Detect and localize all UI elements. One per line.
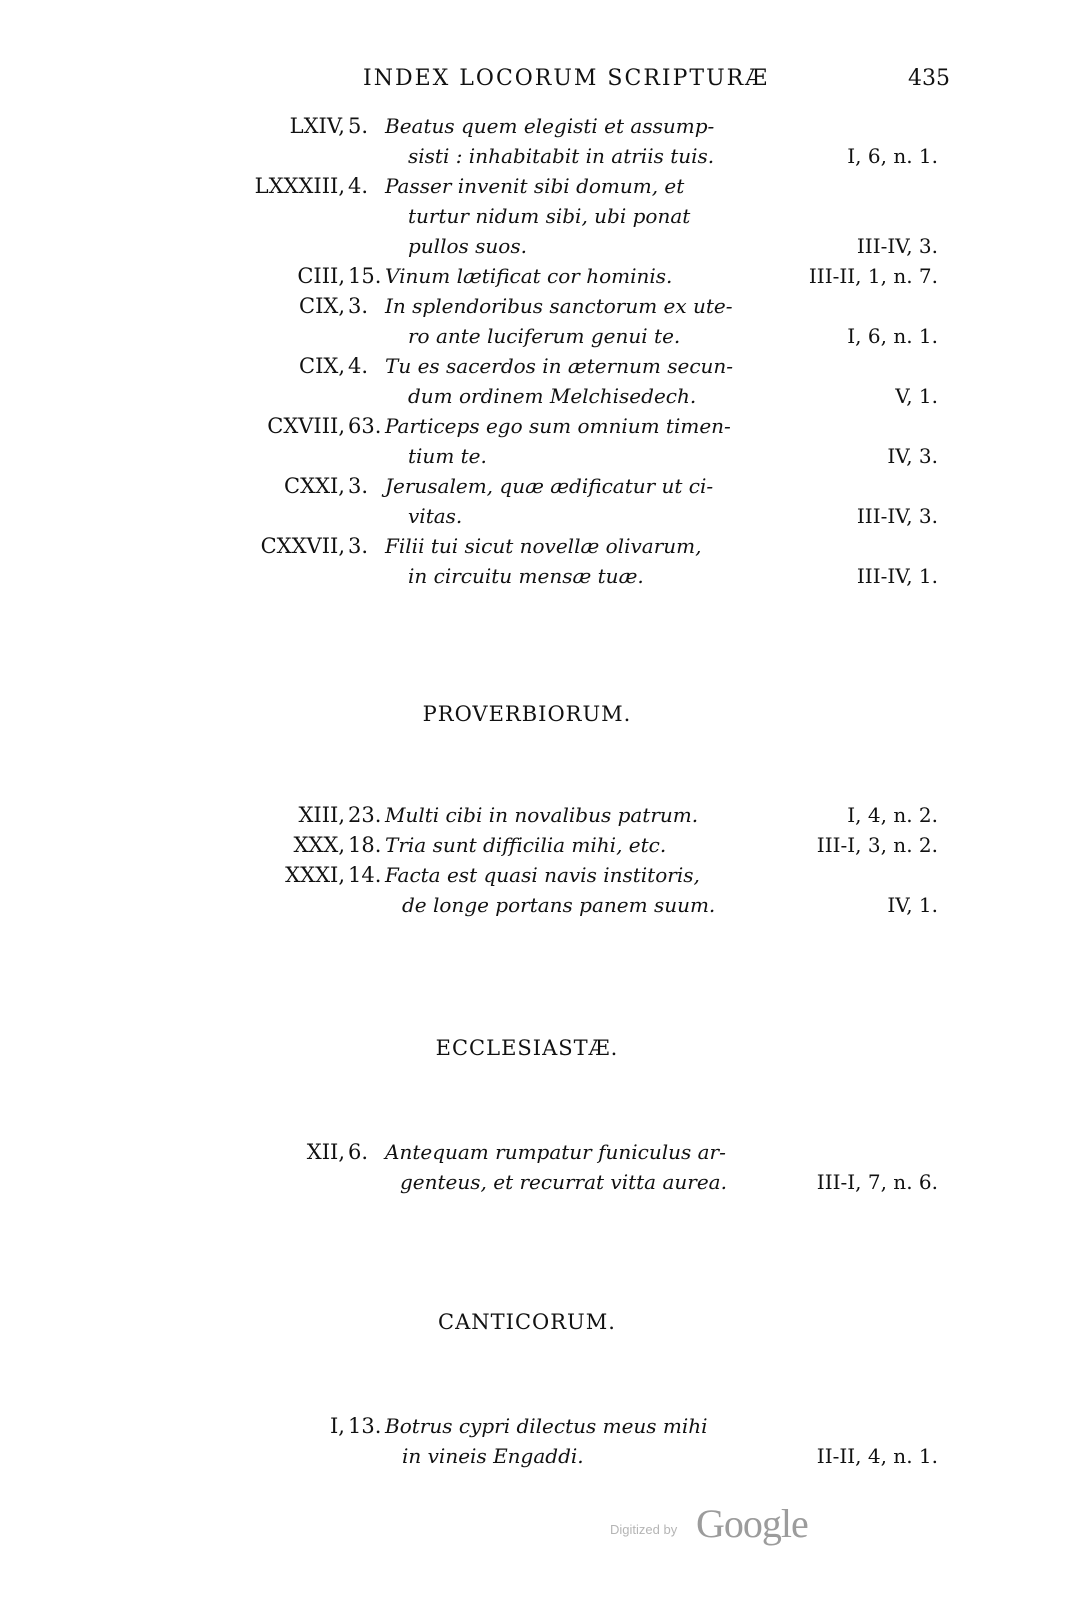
- chapter-ref: CIX,: [299, 294, 345, 318]
- quote-line: dum ordinem Melchisedech.: [408, 384, 697, 408]
- verse-number: 23.: [348, 803, 382, 827]
- digitized-by-label: Digitized by: [610, 1522, 678, 1537]
- chapter-ref: CIII,: [297, 264, 345, 288]
- location-ref: III-IV, 1.: [856, 564, 938, 588]
- verse-number: 15.: [348, 264, 382, 288]
- digitized-by-google-watermark: [610, 1500, 850, 1550]
- chapter-ref: LXIV,: [289, 114, 345, 138]
- quote-line: vitas.: [408, 504, 463, 528]
- quote-line: Facta est quasi navis institoris,: [385, 863, 700, 887]
- verse-number: 63.: [348, 414, 382, 438]
- quote-line: Beatus quem elegisti et assump-: [385, 114, 715, 138]
- chapter-ref: CXXVII,: [260, 534, 345, 558]
- chapter-ref: LXXXIII,: [254, 174, 345, 198]
- quote-line: Jerusalem, quæ ædificatur ut ci-: [385, 474, 714, 498]
- index-entry: [0, 264, 1074, 294]
- location-ref: III-II, 1, n. 7.: [808, 264, 938, 288]
- index-entry: [0, 1140, 1074, 1200]
- chapter-ref: CXXI,: [284, 474, 345, 498]
- index-entry: [0, 174, 1074, 264]
- quote-line: sisti : inhabitabit in atriis tuis.: [408, 144, 715, 168]
- google-logo: Google: [696, 1501, 808, 1546]
- page-number: 435: [908, 66, 950, 91]
- verse-number: 3.: [348, 294, 369, 318]
- location-ref: I, 6, n. 1.: [847, 324, 938, 348]
- chapter-ref: CXVIII,: [267, 414, 345, 438]
- quote-line: in circuitu mensæ tuæ.: [408, 564, 644, 588]
- index-entry: [0, 114, 1074, 174]
- quote-line: Tu es sacerdos in æternum secun-: [385, 354, 734, 378]
- section-title-proverbiorum: PROVERBIORUM.: [422, 702, 632, 726]
- chapter-ref: CIX,: [299, 354, 345, 378]
- quote-line: tium te.: [408, 444, 487, 468]
- verse-number: 4.: [348, 174, 369, 198]
- quote-line: genteus, et recurrat vitta aurea.: [400, 1170, 727, 1194]
- section-title-ecclesiastae: ECCLESIASTÆ.: [435, 1036, 619, 1060]
- quote-line: turtur nidum sibi, ubi ponat: [408, 204, 691, 228]
- verse-number: 4.: [348, 354, 369, 378]
- quote-line: Antequam rumpatur funiculus ar-: [385, 1140, 726, 1164]
- verse-number: 3.: [348, 474, 369, 498]
- index-entry: [0, 294, 1074, 354]
- verse-number: 13.: [348, 1414, 382, 1438]
- location-ref: III-I, 3, n. 2.: [816, 833, 938, 857]
- location-ref: V, 1.: [895, 384, 938, 408]
- verse-number: 6.: [348, 1140, 369, 1164]
- quote-line: Passer invenit sibi domum, et: [385, 174, 685, 198]
- location-ref: IV, 3.: [887, 444, 938, 468]
- location-ref: I, 6, n. 1.: [847, 144, 938, 168]
- quote-line: de longe portans panem suum.: [402, 893, 716, 917]
- index-entry: [0, 1414, 1074, 1474]
- chapter-ref: XXXI,: [285, 863, 345, 887]
- header-title: INDEX LOCORUM SCRIPTURÆ: [363, 66, 770, 91]
- verse-number: 14.: [348, 863, 382, 887]
- verse-number: 5.: [348, 114, 369, 138]
- location-ref: III-IV, 3.: [856, 234, 938, 258]
- quote-line: Botrus cypri dilectus meus mihi: [385, 1414, 708, 1438]
- location-ref: I, 4, n. 2.: [847, 803, 938, 827]
- location-ref: IV, 1.: [887, 893, 938, 917]
- location-ref: II-II, 4, n. 1.: [816, 1444, 938, 1468]
- chapter-ref: XII,: [306, 1140, 345, 1164]
- chapter-ref: XIII,: [298, 803, 345, 827]
- verse-number: 3.: [348, 534, 369, 558]
- quote-line: Vinum lætificat cor hominis.: [385, 264, 673, 288]
- verse-number: 18.: [348, 833, 382, 857]
- quote-line: Tria sunt difficilia mihi, etc.: [385, 833, 667, 857]
- quote-line: in vineis Engaddi.: [402, 1444, 584, 1468]
- quote-line: Filii tui sicut novellæ olivarum,: [385, 534, 702, 558]
- chapter-ref: XXX,: [293, 833, 345, 857]
- location-ref: III-IV, 3.: [856, 504, 938, 528]
- quote-line: In splendoribus sanctorum ex ute-: [385, 294, 733, 318]
- quote-line: Multi cibi in novalibus patrum.: [385, 803, 699, 827]
- chapter-ref: I,: [330, 1414, 345, 1438]
- index-entry: [0, 474, 1074, 534]
- quote-line: Particeps ego sum omnium timen-: [385, 414, 731, 438]
- index-entry: [0, 833, 1074, 863]
- index-entry: [0, 863, 1074, 923]
- index-entry: [0, 803, 1074, 833]
- index-entry: [0, 354, 1074, 414]
- index-entry: [0, 534, 1074, 594]
- quote-line: ro ante luciferum genui te.: [408, 324, 681, 348]
- location-ref: III-I, 7, n. 6.: [816, 1170, 938, 1194]
- running-header: [0, 66, 1074, 96]
- section-title-canticorum: CANTICORUM.: [438, 1310, 616, 1334]
- index-entry: [0, 414, 1074, 474]
- quote-line: pullos suos.: [408, 234, 527, 258]
